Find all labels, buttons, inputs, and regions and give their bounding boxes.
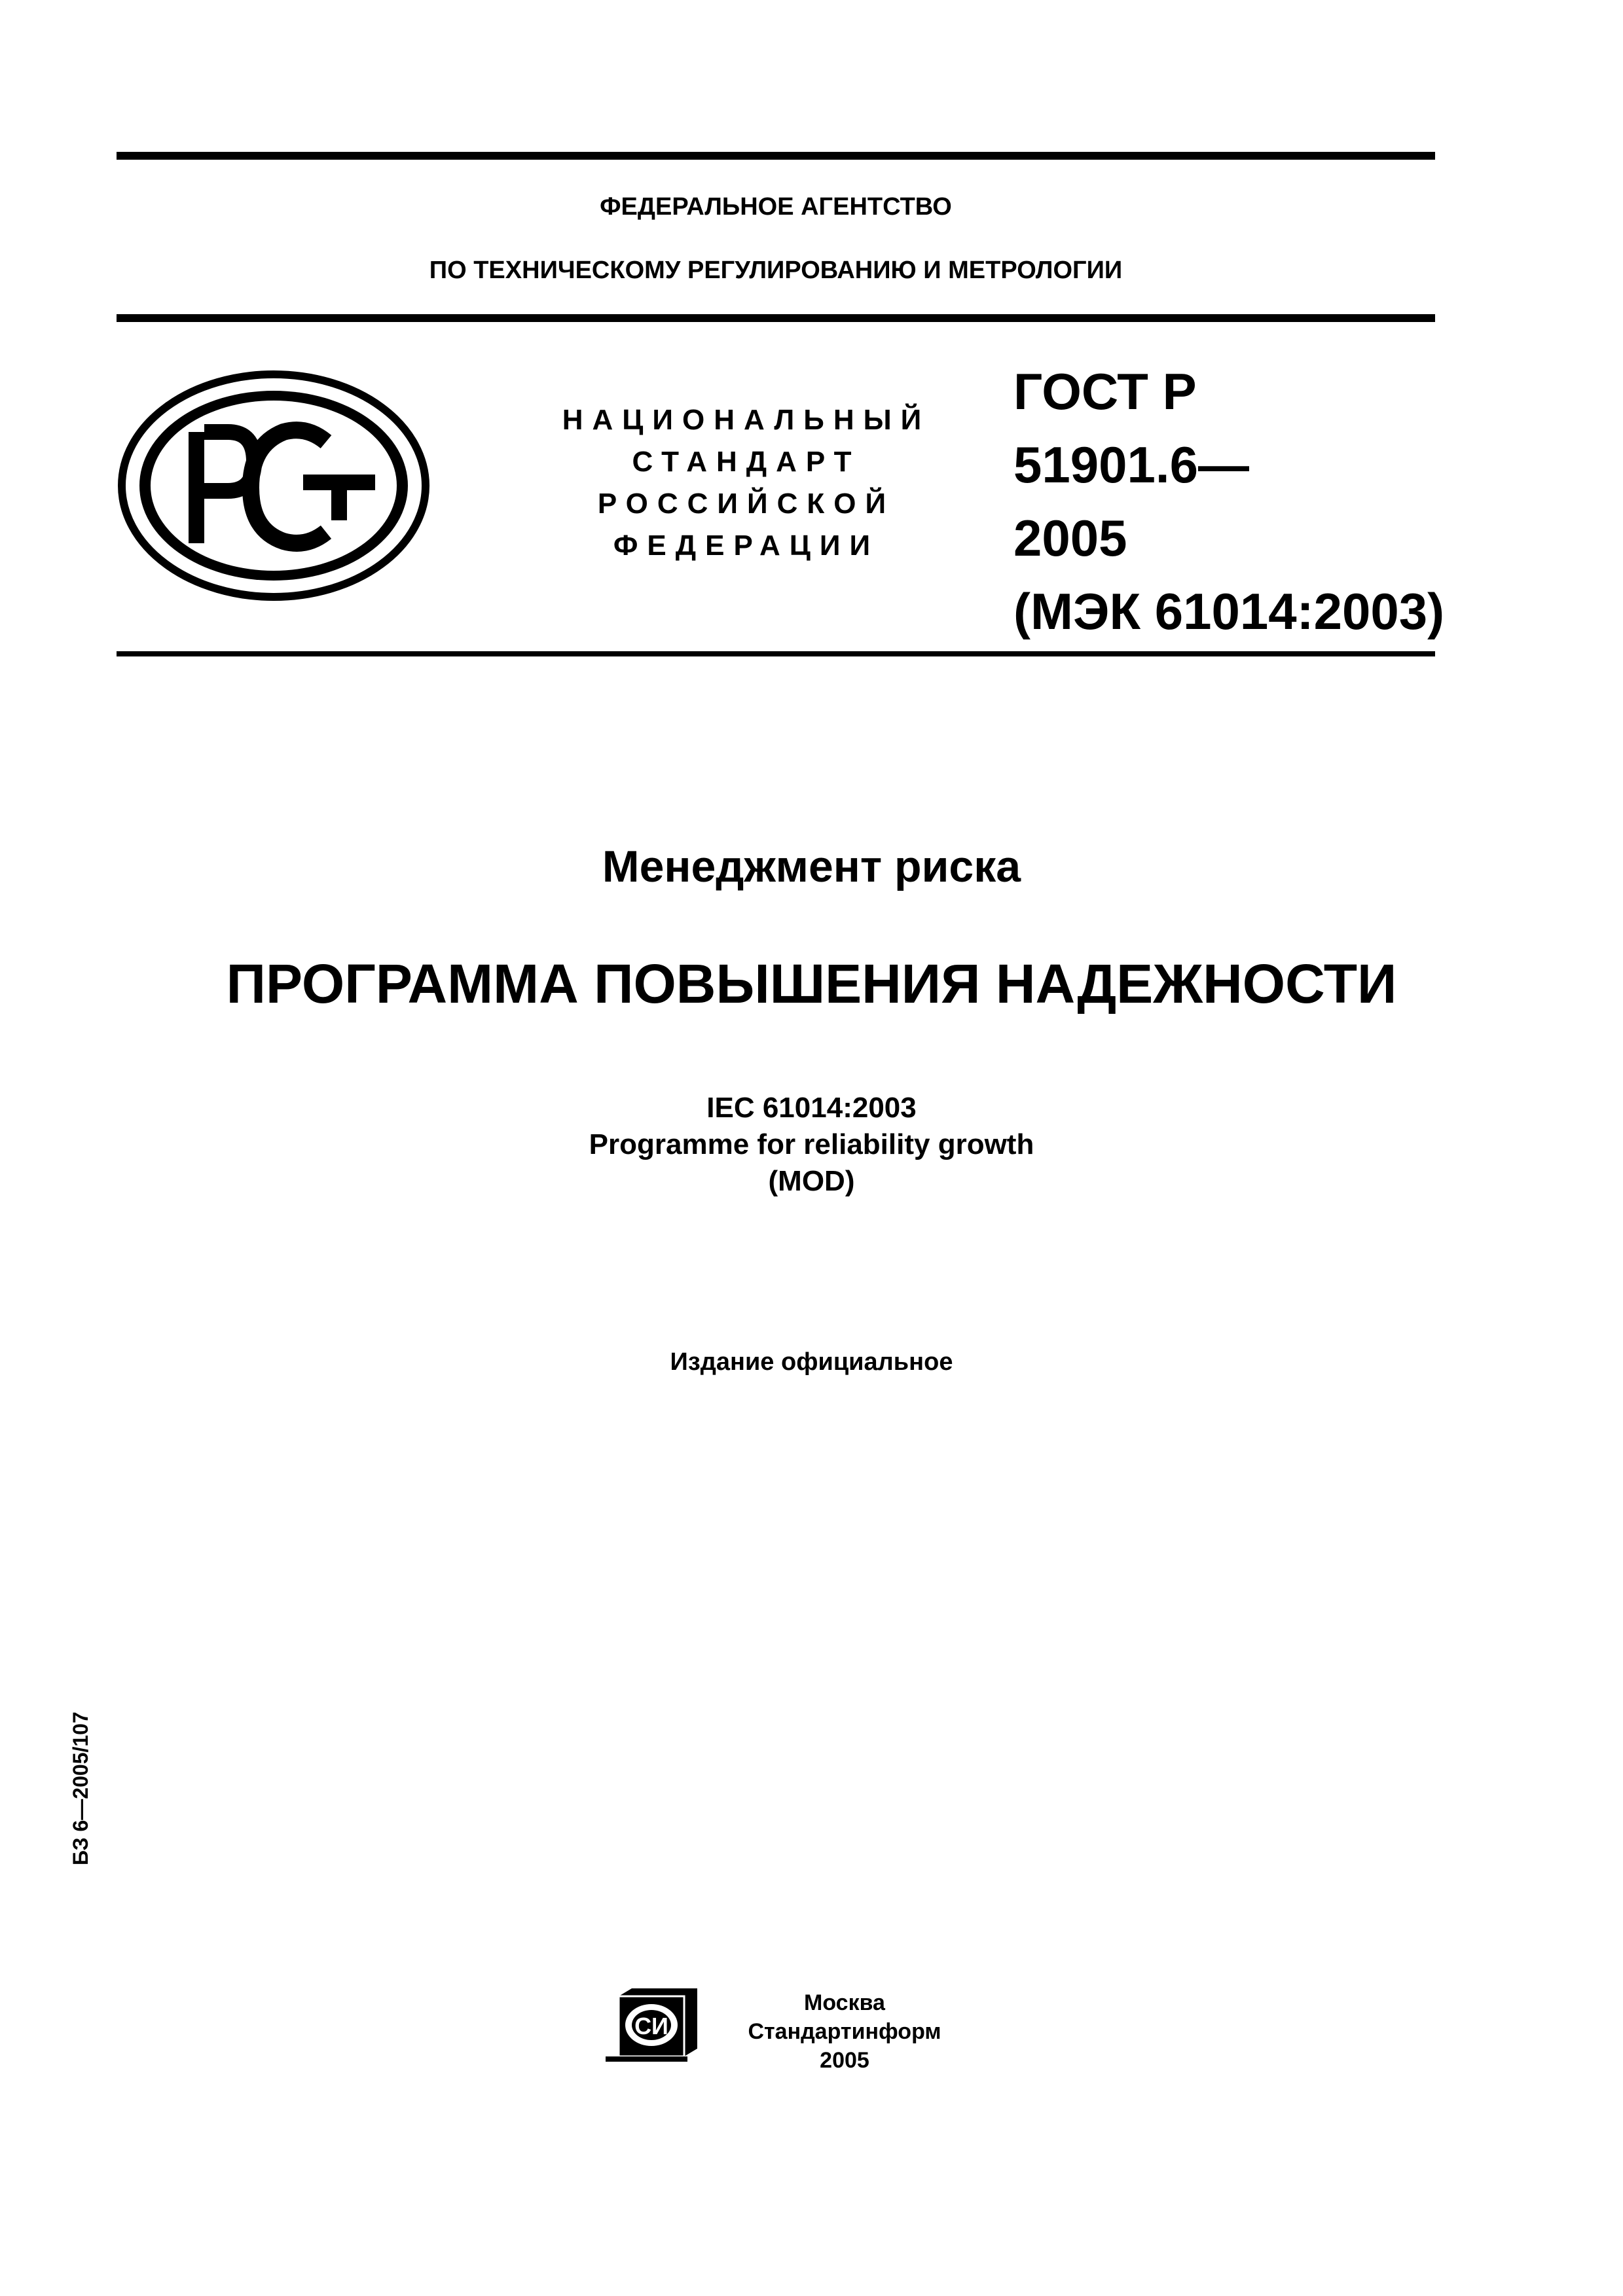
publisher-city: Москва <box>804 1990 885 2015</box>
standartinform-logo <box>606 1983 704 2068</box>
national-line-4: ФЕДЕРАЦИИ <box>613 529 880 562</box>
iec-line-3: (MOD) <box>768 1165 855 1197</box>
agency-line-1: ФЕДЕРАЛЬНОЕ АГЕНТСТВО <box>600 193 952 221</box>
designation-line-4: (МЭК 61014:2003) <box>1013 583 1445 640</box>
top-rule <box>117 152 1435 160</box>
designation-line-3: 2005 <box>1013 509 1127 567</box>
publisher-logo-text: СИ <box>634 2013 668 2039</box>
edition-label: Издание официальное <box>670 1348 953 1376</box>
header-rule <box>117 314 1435 322</box>
block-rule <box>117 651 1435 656</box>
gost-r-logo <box>117 370 431 602</box>
publisher-block <box>714 1988 976 2075</box>
side-code: БЗ 6—2005/107 <box>69 1712 92 1865</box>
designation-line-1: ГОСТ Р <box>1013 363 1197 420</box>
national-standard-label <box>517 399 976 567</box>
designation-line-2: 51901.6— <box>1013 436 1249 493</box>
national-line-3: РОССИЙСКОЙ <box>597 488 896 520</box>
document-title: ПРОГРАММА ПОВЫШЕНИЯ НАДЕЖНОСТИ <box>226 953 1397 1014</box>
agency-line-2: ПО ТЕХНИЧЕСКОМУ РЕГУЛИРОВАНИЮ И МЕТРОЛОГИИ <box>429 257 1123 284</box>
iec-line-1: IEC 61014:2003 <box>706 1092 917 1124</box>
subject-heading: Менеджмент риска <box>602 842 1021 891</box>
standard-designation <box>1013 355 1446 648</box>
publisher-year: 2005 <box>820 2048 869 2073</box>
national-line-1: НАЦИОНАЛЬНЫЙ <box>562 404 931 436</box>
iec-line-2: Programme for reliability growth <box>589 1128 1034 1160</box>
national-line-2: СТАНДАРТ <box>632 446 861 478</box>
publisher-name: Стандартинформ <box>748 2019 941 2044</box>
iec-reference <box>0 1090 1623 1200</box>
